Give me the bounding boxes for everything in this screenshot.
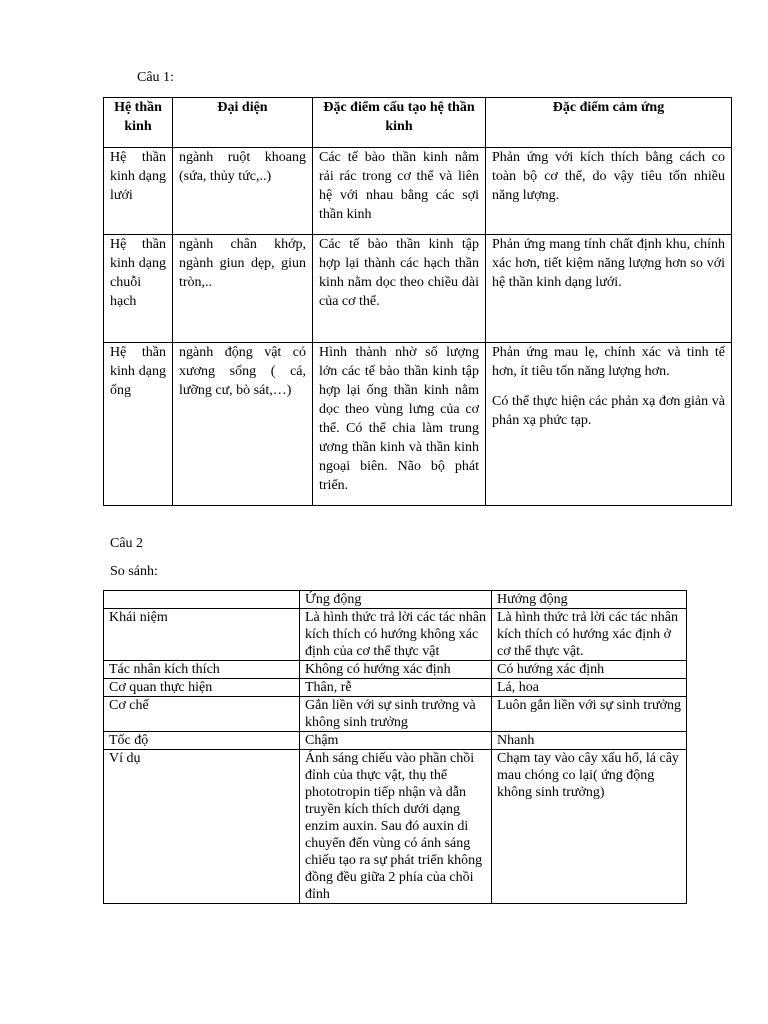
table-cell: Nhanh [492,732,687,750]
table-header-row [104,591,687,609]
table-cell: ngành động vật có xương sống ( cá, lưỡng cư, bò sát,…) [173,343,313,506]
question-1-heading: Câu 1: [137,70,174,85]
table-cell: Là hình thức trả lời các tác nhân kích thích có hướng xác định ở cơ thể thực vật. [492,609,687,661]
table-cell: Khái niệm [104,609,300,661]
nervous-system-table [103,97,732,506]
table-cell: Hệ thần kinh dạng chuỗi hạch [104,235,173,343]
table-cell: Các tế bào thần kinh nằm rải rác trong cơ thể và liên hệ với nhau bằng các sợi thần kinh [313,148,486,235]
table-cell [486,343,732,506]
table-cell: ngành ruột khoang (sứa, thủy tức,..) [173,148,313,235]
question-2-heading: Câu 2 [110,536,144,551]
header-cell: Hệ thần kinh [104,98,173,148]
table-cell: Các tế bào thần kinh tập hợp lại thành các hạch thần kinh nằm dọc theo chiều dài của cơ thể. [313,235,486,343]
comparison-subheading: So sánh: [110,564,158,579]
table-row [104,609,687,661]
table-row [104,343,732,506]
table-cell: Có hướng xác định [492,661,687,679]
table-cell: Chậm [300,732,492,750]
header-cell: Ứng động [300,591,492,609]
table-cell: ngành chân khớp, ngành giun dẹp, giun tròn,.. [173,235,313,343]
comparison-table [103,590,687,904]
table-cell: Tốc độ [104,732,300,750]
table-row [104,235,732,343]
header-cell [104,591,300,609]
table-header-row [104,98,732,148]
cell-paragraph: Phản ứng với kích thích bằng cách co toàn bộ cơ thể, do vậy tiêu tốn nhiều năng lượng. [492,150,725,203]
cell-paragraph: Phản ứng mau lẹ, chính xác và tinh tế hơn, ít tiêu tốn năng lượng hơn. [492,345,725,379]
header-cell: Đại diện [173,98,313,148]
table-cell: Không có hướng xác định [300,661,492,679]
table-cell: Gắn liền với sự sinh trưởng và không sinh trưởng [300,697,492,732]
table-row [104,750,687,904]
table-cell: Hệ thần kinh dạng lưới [104,148,173,235]
table-row [104,679,687,697]
table-row [104,661,687,679]
table-cell [486,148,732,235]
header-cell: Đặc điểm cấu tạo hệ thần kinh [313,98,486,148]
table-cell: Thân, rễ [300,679,492,697]
table-cell [486,235,732,343]
table-cell: Hình thành nhờ số lượng lớn các tế bào thần kinh tập hợp lại ống thần kinh nằm dọc theo vùng lưng của cơ thể. Có thể chia làm trung ương thần kinh và thần kinh ngoại biên. Não bộ phát triển. [313,343,486,506]
table-cell: Là hình thức trả lời các tác nhân kích thích có hướng không xác định của cơ thể thực vật [300,609,492,661]
header-cell: Đặc điểm cảm ứng [486,98,732,148]
cell-paragraph: Có thể thực hiện các phản xạ đơn giản và phản xạ phức tạp. [492,394,725,428]
table-cell: Cơ quan thực hiện [104,679,300,697]
table-row [104,148,732,235]
table-cell: Luôn gắn liền với sự sinh trưởng [492,697,687,732]
table-cell: Lá, hoa [492,679,687,697]
header-cell: Hướng động [492,591,687,609]
table-cell: Hệ thần kinh dạng ống [104,343,173,506]
table-cell: Cơ chế [104,697,300,732]
cell-paragraph: Phản ứng mang tính chất định khu, chính xác hơn, tiết kiệm năng lượng hơn so với hệ thần kinh dạng lưới. [492,237,725,290]
table-row [104,697,687,732]
table-cell: Ví dụ [104,750,300,904]
table-cell: Ánh sáng chiếu vào phần chồi đỉnh của thực vật, thụ thể phototropin tiếp nhận và dẫn truyền kích thích dưới dạng enzim auxin. Sau đó auxin di chuyển đến vùng có ánh sáng chiếu tạo ra sự phát triển không đồng đều giữa 2 phía của chồi đỉnh [300,750,492,904]
table-row [104,732,687,750]
table-cell: Tác nhân kích thích [104,661,300,679]
table-cell: Chạm tay vào cây xấu hổ, lá cây mau chóng co lại( ứng động không sinh trưởng) [492,750,687,904]
